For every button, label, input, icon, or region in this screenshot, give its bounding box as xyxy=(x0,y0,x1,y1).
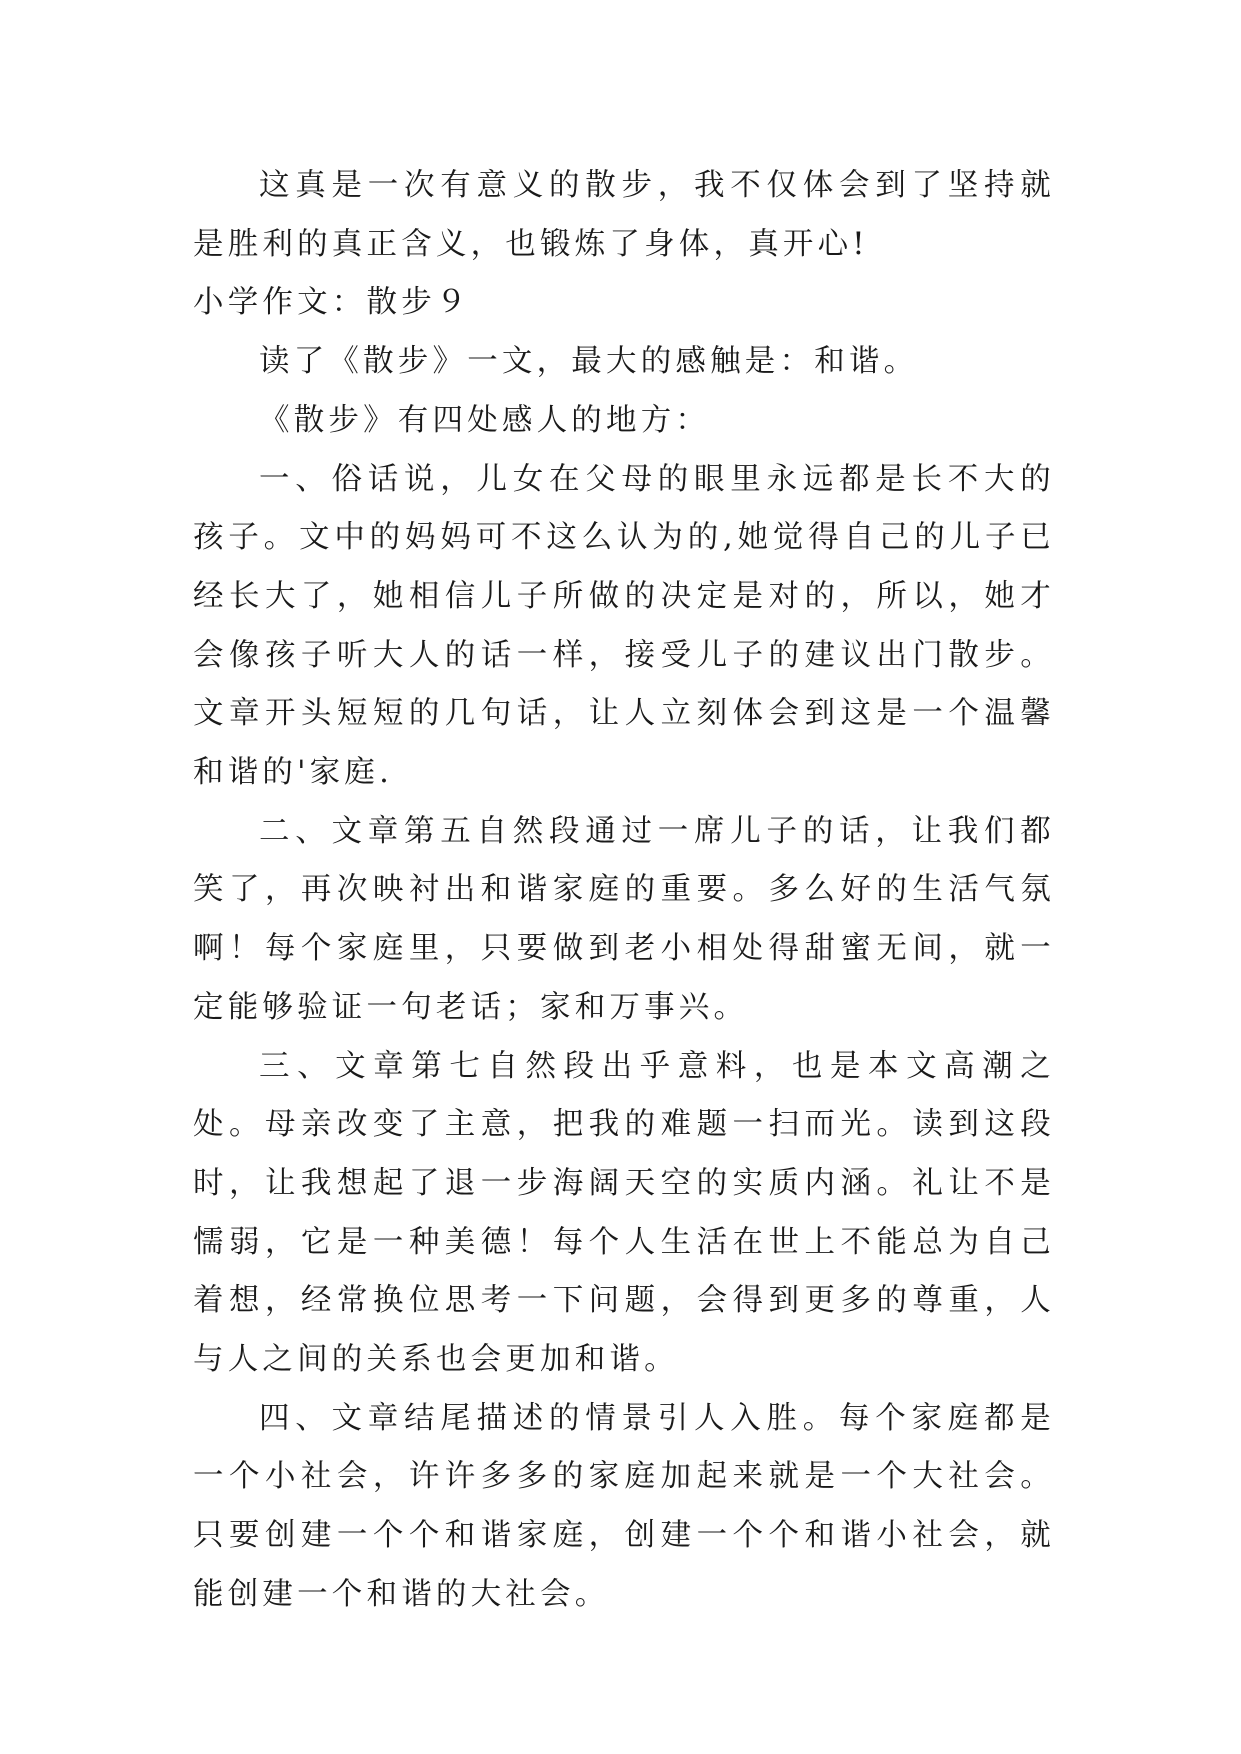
paragraph-point-three: 三、文章第七自然段出乎意料，也是本文高潮之处。母亲改变了主意，把我的难题一扫而光。读到这段时，让我想起了退一步海阔天空的实质内涵。礼让不是懦弱，它是一种美德！每个人生活在世上不能总为自己着想，经常换位思考一下问题，会得到更多的尊重，人与人之间的关系也会更加和谐。 xyxy=(193,1048,1055,1378)
paragraph-point-four: 四、文章结尾描述的情景引人入胜。每个家庭都是一个小社会，许许多多的家庭加起来就是一个大社会。只要创建一个个和谐家庭，创建一个个和谐小社会，就能创建一个和谐的大社会。 xyxy=(193,1400,1055,1612)
paragraph-overview: 《散步》有四处感人的地方： xyxy=(259,402,711,438)
section-heading: 小学作文：散步９ xyxy=(193,285,471,321)
paragraph-point-one: 一、俗话说，儿女在父母的眼里永远都是长不大的孩子。文中的妈妈可不这么认为的,她觉得自己的儿子已经长大了，她相信儿子所做的决定是对的，所以，她才会像孩子听大人的话一样，接受儿子的建议出门散步。文章开头短短的几句话，让人立刻体会到这是一个温馨和谐的'家庭. xyxy=(193,461,1055,791)
document-body xyxy=(193,157,1055,1625)
paragraph-conclusion: 这真是一次有意义的散步，我不仅体会到了坚持就是胜利的真正含义，也锻炼了身体，真开心! xyxy=(193,168,1055,262)
paragraph-point-two: 二、文章第五自然段通过一席儿子的话，让我们都笑了，再次映衬出和谐家庭的重要。多么好的生活气氛啊！每个家庭里，只要做到老小相处得甜蜜无间，就一定能够验证一句老话；家和万事兴。 xyxy=(193,813,1055,1025)
paragraph-intro: 读了《散步》一文，最大的感触是：和谐。 xyxy=(259,344,919,380)
